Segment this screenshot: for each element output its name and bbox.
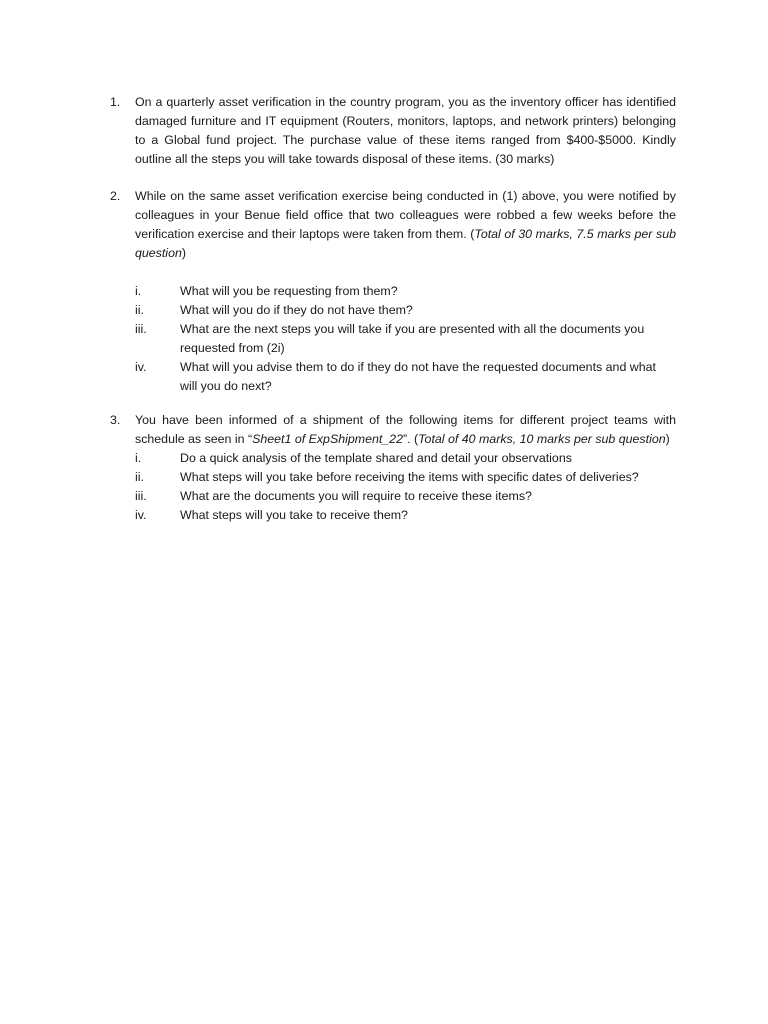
- sub-question-number: i.: [135, 451, 142, 465]
- marks-note-close: ): [665, 432, 670, 446]
- question-text-main: You have been informed of a shipment of the following items for different project teams with schedule as seen in “: [135, 413, 676, 446]
- sub-question-number: i.: [135, 284, 142, 298]
- sub-question: [135, 301, 676, 320]
- sub-question-number: ii.: [135, 303, 144, 317]
- sub-question-text: Do a quick analysis of the template shared and detail your observations: [180, 451, 572, 465]
- sub-question-text: What are the documents you will require to receive these items?: [180, 489, 532, 503]
- question-number: 2.: [110, 189, 121, 203]
- sub-question: [135, 320, 676, 358]
- question-text: [135, 187, 676, 263]
- sub-question-number: iii.: [135, 489, 147, 503]
- sub-question: [135, 468, 676, 487]
- question-number: 1.: [110, 95, 121, 109]
- sub-question-text: What steps will you take to receive them?: [180, 508, 408, 522]
- sub-question-number: ii.: [135, 470, 144, 484]
- marks-note: Total of 40 marks, 10 marks per sub question: [418, 432, 666, 446]
- sub-question: [135, 487, 676, 506]
- question-text: [135, 411, 676, 449]
- sub-question-number: iii.: [135, 322, 147, 336]
- question-2: [110, 187, 676, 396]
- sub-question-number: iv.: [135, 508, 147, 522]
- sub-question-text: What are the next steps you will take if you are presented with all the documents you requested from (2i): [180, 322, 645, 355]
- sub-question-text: What will you be requesting from them?: [180, 284, 398, 298]
- question-text: On a quarterly asset verification in the country program, you as the inventory officer has identified damaged furniture and IT equipment (Routers, monitors, laptops, and network printers) belonging to a Global fund project. The purchase value of these items ranged from $400-$5000. Kindly outline all the steps you will take towards disposal of these items. (30 marks): [135, 95, 676, 166]
- question-1: [110, 93, 676, 169]
- sub-question: [135, 358, 676, 396]
- sub-question: [135, 282, 676, 301]
- marks-note: Total of 30 marks, 7.5 marks per sub question: [135, 227, 676, 260]
- sheet-reference: Sheet1 of ExpShipment_22: [252, 432, 403, 446]
- sub-question-text: What will you do if they do not have them?: [180, 303, 413, 317]
- marks-note-close: ): [181, 246, 186, 260]
- question-text-mid: ”. (: [402, 432, 419, 446]
- sub-question: [135, 449, 676, 468]
- sub-question-text: What steps will you take before receiving the items with specific dates of deliveries?: [180, 470, 639, 484]
- question-number: 3.: [110, 413, 121, 427]
- sub-question: [135, 506, 676, 525]
- question-text-main: While on the same asset verification exercise being conducted in (1) above, you were notified by colleagues in your Benue field office that two colleagues were robbed a few weeks before the verification exercise and their laptops were taken from them. (: [135, 189, 676, 241]
- question-3: [110, 411, 676, 525]
- sub-question-number: iv.: [135, 360, 147, 374]
- sub-question-text: What will you advise them to do if they do not have the requested documents and what will you do next?: [180, 360, 656, 393]
